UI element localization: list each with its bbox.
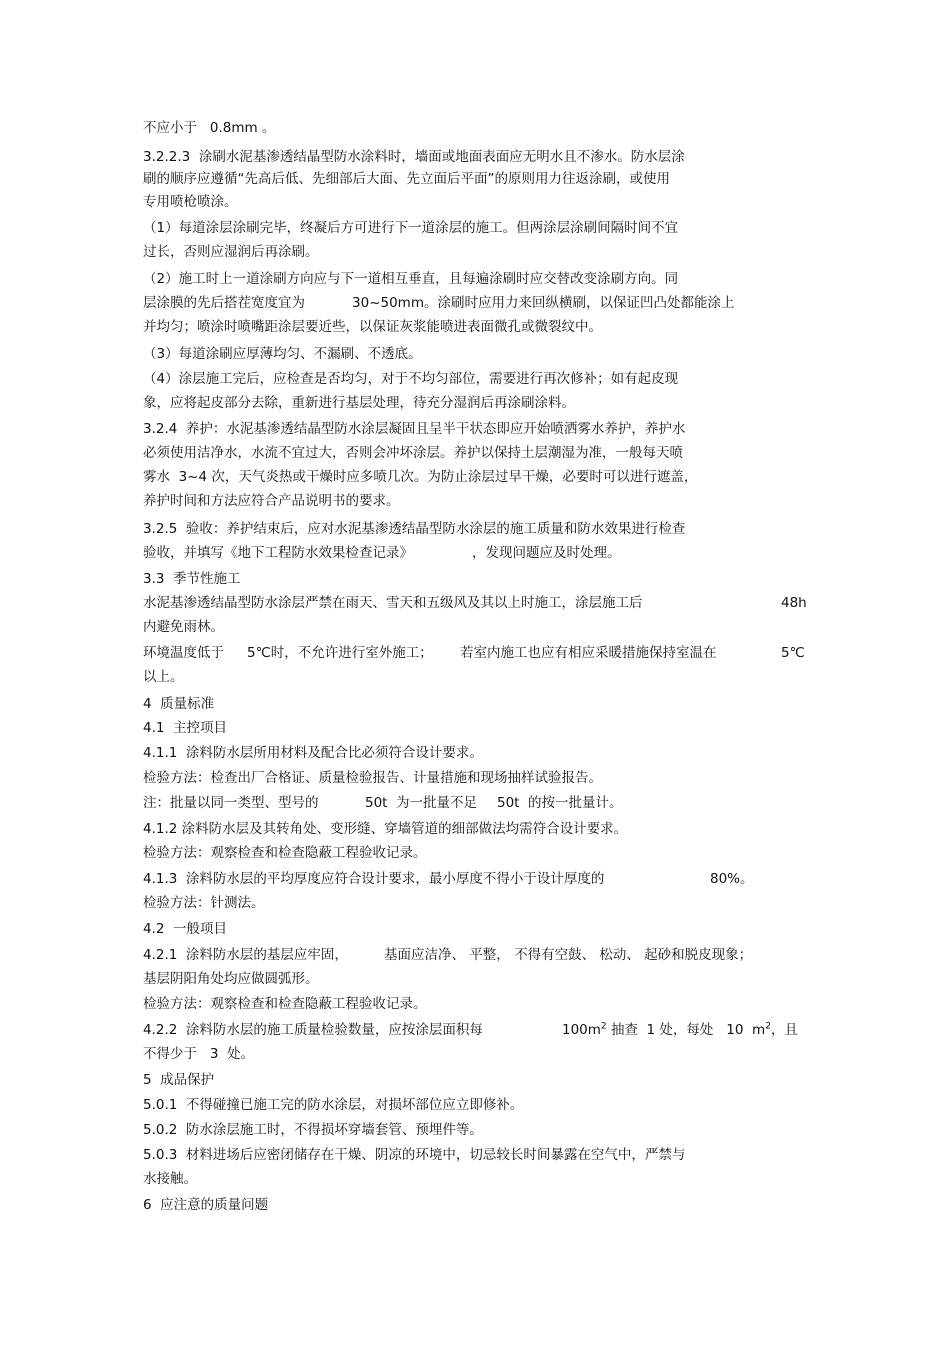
text-run: ，且 <box>770 1022 798 1038</box>
text-line: 专用喷枪喷涂。 <box>143 194 238 210</box>
text-line: 并均匀；喷涂时喷嘴距涂层要近些，以保证灰浆能喷进表面微孔或微裂纹中。 <box>143 319 602 335</box>
text-line: （3）每道涂刷应厚薄均匀、不漏刷、不透底。 <box>143 346 422 362</box>
text-run: 5℃时，不允许进行室外施工； <box>247 645 433 661</box>
text-line: 5.0.2 防水涂层施工时，不得损坏穿墙套管、预埋件等。 <box>143 1122 483 1138</box>
text-line: 层涂膜的先后搭茬宽度宜为 <box>143 295 305 311</box>
text-line: 检验方法：观察检查和检查隐蔽工程验收记录。 <box>143 845 427 861</box>
text-line: 过长，否则应湿润后再涂刷。 <box>143 244 319 260</box>
section-heading: 4 质量标准 <box>143 696 215 712</box>
text-line: 水泥基渗透结晶型防水涂层严禁在雨天、雪天和五级风及其以上时施工，涂层施工后 <box>143 595 643 611</box>
text-line: 验收，并填写《地下工程防水效果检查记录》 <box>143 545 413 561</box>
text-line: 4.1.2 涂料防水层及其转角处、变形缝、穿墙管道的细部做法均需符合设计要求。 <box>143 821 628 837</box>
text-line: 雾水 3~4 次，天气炎热或干燥时应多喷几次。为防止涂层过早干燥，必要时可以进行遮盖， <box>143 469 698 485</box>
section-heading: 4.2 一般项目 <box>143 921 228 937</box>
text-line: 5.0.1 不得碰撞已施工完的防水涂层，对损坏部位应立即修补。 <box>143 1097 524 1113</box>
text-run: 50t 的按一批量计。 <box>497 795 623 811</box>
superscript: 2 <box>765 1021 771 1032</box>
text-line: 刷的顺序应遵循“先高后低、先细部后大面、先立面后平面”的原则用力往返涂刷，或使用 <box>143 171 670 187</box>
text-line: 水接触。 <box>143 1171 197 1187</box>
section-heading: 5 成品保护 <box>143 1072 215 1088</box>
text-line: 4.2.1 涂料防水层的基层应牢固， <box>143 947 348 963</box>
text-line: 3.2.2.3 涂刷水泥基渗透结晶型防水涂料时，墙面或地面表面应无明水且不渗水。防水层涂 <box>143 149 685 165</box>
text-run: 48h <box>781 595 807 611</box>
text-run: 50t 为一批量不足 <box>365 795 478 811</box>
text-line: （1）每道涂层涂刷完毕，终凝后方可进行下一道涂层的施工。但两涂层涂刷间隔时间不宜 <box>143 220 679 236</box>
text-line: 检验方法：针测法。 <box>143 895 265 911</box>
text-line: 检验方法：检查出厂合格证、质量检验报告、计量措施和现场抽样试验报告。 <box>143 770 602 786</box>
text-line: 4.2.2 涂料防水层的施工质量检验数量，应按涂层面积每 <box>143 1022 483 1038</box>
superscript: 2 <box>600 1021 607 1032</box>
text-line: 不应小于 0.8mm 。 <box>143 120 276 136</box>
text-run <box>562 1021 798 1039</box>
text-run: 抽查 1 处，每处 10 m <box>606 1022 766 1038</box>
text-line: 5.0.3 材料进场后应密闭储存在干燥、阴凉的环境中，切忌较长时间暴露在空气中，严禁与 <box>143 1147 686 1163</box>
text-line: 象，应将起皮部分去除，重新进行基层处理，待充分湿润后再涂刷涂料。 <box>143 395 575 411</box>
text-line: （4）涂层施工完后，应检查是否均匀，对于不均匀部位，需要进行再次修补；如有起皮现 <box>143 371 679 387</box>
text-line: 注：批量以同一类型、型号的 <box>143 795 319 811</box>
text-line: 3.2.5 验收：养护结束后，应对水泥基渗透结晶型防水涂层的施工质量和防水效果进行检查 <box>143 521 686 537</box>
section-heading: 6 应注意的质量问题 <box>143 1197 269 1213</box>
text-line: 养护时间和方法应符合产品说明书的要求。 <box>143 493 400 509</box>
text-run: 30~50mm。涂刷时应用力来回纵横刷，以保证凹凸处都能涂上 <box>352 295 735 311</box>
section-heading: 3.3 季节性施工 <box>143 571 241 587</box>
text-run: 基面应洁净、 平整， 不得有空鼓、 松动、 起砂和脱皮现象； <box>384 947 753 963</box>
text-run: 100m <box>562 1022 601 1038</box>
text-line: （2）施工时上一道涂刷方向应与下一道相互垂直，且每遍涂刷时应交替改变涂刷方向。同 <box>143 271 679 287</box>
text-run: 5℃ <box>781 645 805 661</box>
text-run: 若室内施工也应有相应采暖措施保持室温在 <box>460 645 717 661</box>
text-line: 4.1.1 涂料防水层所用材料及配合比必须符合设计要求。 <box>143 745 483 761</box>
text-line: 3.2.4 养护：水泥基渗透结晶型防水涂层凝固且呈半干状态即应开始喷洒雾水养护，养护水 <box>143 421 686 437</box>
text-line: 检验方法：观察检查和检查隐蔽工程验收记录。 <box>143 996 427 1012</box>
text-line: 内避免雨林。 <box>143 619 224 635</box>
text-run: 80%。 <box>710 871 754 887</box>
text-line: 基层阴阳角处均应做圆弧形。 <box>143 971 319 987</box>
text-line: 以上。 <box>143 669 184 685</box>
section-heading: 4.1 主控项目 <box>143 720 228 736</box>
text-run: ，发现问题应及时处理。 <box>472 545 621 561</box>
text-line: 环境温度低于 <box>143 645 224 661</box>
text-line: 4.1.3 涂料防水层的平均厚度应符合设计要求，最小厚度不得小于设计厚度的 <box>143 871 605 887</box>
text-line: 必须使用洁净水，水流不宜过大，否则会冲坏涂层。养护以保持土层潮湿为准，一般每天喷 <box>143 445 683 461</box>
text-line: 不得少于 3 处。 <box>143 1046 255 1062</box>
